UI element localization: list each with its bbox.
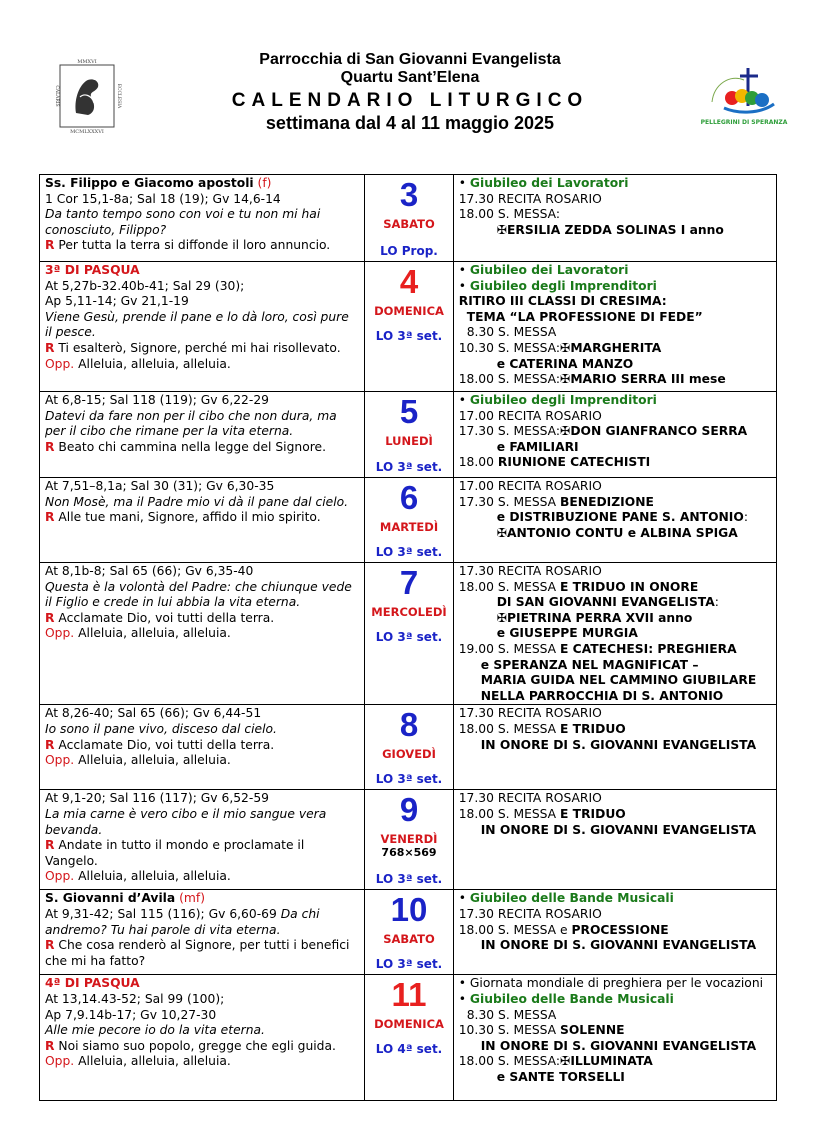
weekday: SABATO: [383, 932, 435, 947]
table-row: [40, 392, 777, 478]
table-row: [40, 262, 777, 392]
date-cell: [365, 705, 453, 790]
dimension-label: 768×569: [381, 846, 437, 860]
weekday: SABATO: [383, 217, 435, 231]
seal-bottom-text: MCMLXXXVI: [70, 129, 104, 135]
readings-cell: At 9,1-20; Sal 116 (117); Gv 6,52-59 La mia carne è vero cibo e il mio sangue vera bevanda. R Andate in tutto il mondo e proclamate il Vangelo. Opp. Alleluia, alleluia, alleluia.: [40, 790, 365, 890]
readings-cell: Ss. Filippo e Giacomo apostoli (f) 1 Cor 15,1-8a; Sal 18 (19); Gv 14,6-14 Da tanto tempo sono con voi e tu non mi hai conosciuto, Filippo? R Per tutta la terra si diffonde il loro annuncio.: [40, 175, 365, 262]
readings-cell: At 8,1b-8; Sal 65 (66); Gv 6,35-40 Questa è la volontà del Padre: che chiunque vede il Figlio e crede in lui abbia la vita eterna. R Acclamate Dio, voi tutti della terra. Opp. Alleluia, alleluia, alleluia.: [40, 563, 365, 705]
table-row: [40, 790, 777, 890]
day-number: 7: [399, 564, 419, 601]
calendar-table: [39, 174, 777, 1101]
liturgy-of-hours: LO 3ª set.: [375, 329, 443, 343]
liturgy-of-hours: LO 3ª set.: [375, 545, 443, 559]
events-cell: 17.30 RECITA ROSARIO 18.00 S. MESSA E TRIDUO IN ONORE DI S. GIOVANNI EVANGELISTA: [453, 790, 776, 890]
day-number: 6: [399, 479, 419, 516]
events-cell: • Giubileo degli Imprenditori 17.00 RECITA ROSARIO 17.30 S. MESSA:✠DON GIANFRANCO SERRA e FAMILIARI 18.00 RIUNIONE CATECHISTI: [453, 392, 776, 478]
events-cell: • Giubileo delle Bande Musicali 17.30 RECITA ROSARIO 18.00 S. MESSA e PROCESSIONE IN ONORE DI S. GIOVANNI EVANGELISTA: [453, 890, 776, 975]
liturgy-of-hours: LO 3ª set.: [375, 630, 443, 644]
liturgy-of-hours: LO 3ª set.: [375, 772, 443, 787]
liturgy-of-hours: LO 3ª set.: [375, 460, 443, 474]
date-cell: [365, 262, 453, 392]
weekday: MARTEDÌ: [379, 520, 439, 534]
table-row: [40, 975, 777, 1101]
seal-right-text: ECCLESIA: [116, 83, 121, 109]
events-cell: • Giubileo dei Lavoratori • Giubileo degli Imprenditori RITIRO III CLASSI DI CRESIMA: TEMA “LA PROFESSIONE DI FEDE” 8.30 S. MESSA 10.30 S. MESSA:✠MARGHERITA e CATERINA MANZO 18.00 S. MESSA:✠MARIO SERRA III mese: [453, 262, 776, 392]
date-cell: [365, 478, 453, 563]
parish-name: Parrocchia di San Giovanni Evangelista: [259, 51, 561, 68]
day-number: 11: [391, 976, 427, 1014]
table-row: [40, 175, 777, 262]
day-number: 3: [399, 176, 419, 213]
events-cell: • Giornata mondiale di preghiera per le vocazioni • Giubileo delle Bande Musicali 8.30 S. MESSA 10.30 S. MESSA SOLENNE IN ONORE DI S. GIOVANNI EVANGELISTA 18.00 S. MESSA:✠ILLUMINATA e SANTE TORSELLI: [453, 975, 776, 1101]
table-row: [40, 705, 777, 790]
date-cell: [365, 563, 453, 705]
date-cell: [365, 975, 453, 1101]
events-cell: • Giubileo dei Lavoratori 17.30 RECITA ROSARIO 18.00 S. MESSA: ✠ERSILIA ZEDDA SOLINAS I anno: [453, 175, 776, 262]
date-cell: [365, 392, 453, 478]
readings-cell: At 7,51–8,1a; Sal 30 (31); Gv 6,30-35 Non Mosè, ma il Padre mio vi dà il pane dal cielo. R Alle tue mani, Signore, affido il mio spirito.: [40, 478, 365, 563]
weekday: DOMENICA: [374, 304, 444, 318]
day-number: 4: [399, 263, 419, 300]
events-cell: 17.30 RECITA ROSARIO 18.00 S. MESSA E TRIDUO IN ONORE DI SAN GIOVANNI EVANGELISTA: ✠PIETRINA PERRA XVII anno e GIUSEPPE MURGIA 19.00 S. MESSA E CATECHESI: PREGHIERA e SPERANZA NEL MAGNIFICAT – MARIA GUIDA NEL CAMMINO GIUBILARE NELLA PARROCCHIA DI S. ANTONIO: [453, 563, 776, 705]
calendar-title: CALENDARIO LITURGICO: [231, 90, 589, 111]
liturgy-of-hours: LO 3ª set.: [375, 957, 443, 972]
readings-cell: At 8,26-40; Sal 65 (66); Gv 6,44-51 Io sono il pane vivo, disceso dal cielo. R Acclamate Dio, voi tutti della terra. Opp. Alleluia, alleluia, alleluia.: [40, 705, 365, 790]
liturgy-of-hours: LO 4ª set.: [375, 1042, 443, 1057]
day-number: 10: [390, 891, 428, 929]
events-cell: 17.00 RECITA ROSARIO 17.30 S. MESSA BENEDIZIONE e DISTRIBUZIONE PANE S. ANTONIO: ✠ANTONIO CONTU e ALBINA SPIGA: [453, 478, 776, 563]
day-number: 5: [399, 393, 419, 430]
weekday: VENERDÌ: [380, 832, 438, 847]
weekday: GIOVEDÌ: [382, 747, 436, 762]
date-cell: [365, 790, 453, 890]
jubilee-logo: [700, 62, 788, 130]
weekday: DOMENICA: [374, 1017, 444, 1032]
day-number: 9: [399, 791, 419, 829]
week-range: settimana dal 4 al 11 maggio 2025: [265, 113, 555, 133]
seal-top-text: MMXVI: [77, 59, 97, 65]
weekday: LUNEDÌ: [385, 434, 433, 448]
parish-seal-logo: [48, 57, 126, 135]
day-number: 8: [399, 706, 419, 744]
events-cell: 17.30 RECITA ROSARIO 18.00 S. MESSA E TRIDUO IN ONORE DI S. GIOVANNI EVANGELISTA: [453, 705, 776, 790]
table-row: [40, 563, 777, 705]
readings-cell: At 6,8-15; Sal 118 (119); Gv 6,22-29 Datevi da fare non per il cibo che non dura, ma per il cibo che rimane per la vita eterna. R Beato chi cammina nella legge del Signore.: [40, 392, 365, 478]
liturgy-of-hours: LO Prop.: [380, 244, 438, 258]
liturgy-of-hours: LO 3ª set.: [375, 872, 443, 887]
table-row: [40, 478, 777, 563]
readings-cell: 4ª DI PASQUA At 13,14.43-52; Sal 99 (100); Ap 7,9.14b-17; Gv 10,27-30 Alle mie pecore io do la vita eterna. R Noi siamo suo popolo, gregge che egli guida. Opp. Alleluia, alleluia, alleluia.: [40, 975, 365, 1101]
date-cell: [365, 175, 453, 262]
seal-left-text: CALARIS: [54, 85, 59, 107]
readings-cell: 3ª DI PASQUA At 5,27b-32.40b-41; Sal 29 (30); Ap 5,11-14; Gv 21,1-19 Viene Gesù, prende il pane e lo dà loro, così pure il pesce. R Ti esalterò, Signore, perché mi hai risollevato. Opp. Alleluia, alleluia, alleluia.: [40, 262, 365, 392]
date-cell: [365, 890, 453, 975]
table-row: [40, 890, 777, 975]
jubilee-logo-text: PELLEGRINI DI SPERANZA: [700, 119, 788, 126]
weekday: MERCOLEDÌ: [371, 605, 447, 619]
parish-location: Quartu Sant’Elena: [340, 69, 480, 86]
readings-cell: S. Giovanni d’Avila (mf) At 9,31-42; Sal 115 (116); Gv 6,60-69 Da chi andremo? Tu hai parole di vita eterna. R Che cosa renderò al Signore, per tutti i benefici che mi ha fatto?: [40, 890, 365, 975]
